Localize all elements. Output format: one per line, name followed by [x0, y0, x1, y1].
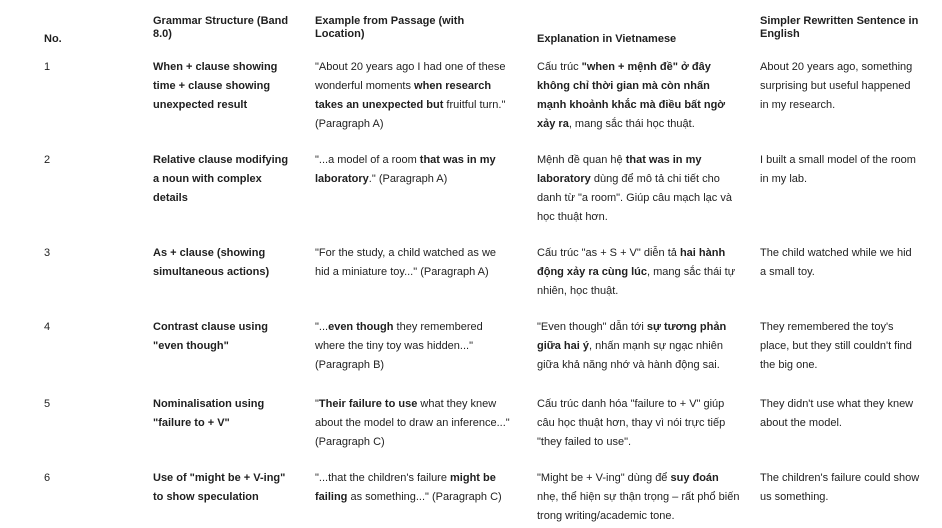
vietnamese-explanation	[537, 395, 742, 452]
grammar-structure: Use of "might be + V-ing" to show speculation	[153, 472, 286, 503]
example-text: they remembered where the tiny toy was hidden..." (Paragraph B)	[315, 321, 483, 371]
header-no: No.	[44, 33, 62, 45]
explanation-text: Mệnh đề quan hệ	[537, 154, 626, 166]
grammar-structure: Contrast clause using "even though"	[153, 321, 268, 352]
example-text: "	[315, 398, 319, 410]
example-text: "...	[315, 321, 329, 333]
example-highlight: that was in my laboratory	[315, 154, 496, 185]
simpler-sentence: About 20 years ago, something surprising but useful happened in my research.	[760, 61, 913, 111]
explanation-highlight: sự tương phản giữa hai ý	[537, 321, 727, 352]
example-highlight: might be failing	[315, 472, 496, 503]
grammar-structure: Relative clause modifying a noun with complex details	[153, 154, 289, 204]
simpler-sentence: The children's failure could show us something.	[760, 472, 920, 503]
example-text: as something..." (Paragraph C)	[347, 491, 502, 503]
explanation-highlight: "when + mệnh đề" ở đây không chỉ thời gian mà còn nhấn mạnh khoảnh khắc mà điều bất ngờ xảy ra	[537, 61, 726, 130]
example-text: ." (Paragraph A)	[368, 173, 448, 185]
example-text: "For the study, a child watched as we hid a miniature toy..." (Paragraph A)	[315, 247, 497, 278]
simpler-sentence: They remembered the toy's place, but they still couldn't find the big one.	[760, 321, 912, 371]
passage-example	[315, 395, 510, 452]
explanation-highlight: suy đoán	[670, 472, 719, 484]
explanation-text: Cấu trúc "as + S + V" diễn tả	[537, 247, 680, 259]
explanation-text: , mang sắc thái học thuật.	[568, 118, 695, 130]
vietnamese-explanation	[537, 469, 742, 526]
explanation-highlight: hai hành động xảy ra cùng lúc	[537, 247, 726, 278]
example-text: "...a model of a room	[315, 154, 420, 166]
passage-example	[315, 244, 510, 282]
row-number: 3	[44, 247, 51, 259]
vietnamese-explanation	[537, 244, 742, 301]
passage-example	[315, 151, 510, 189]
simpler-sentence: They didn't use what they knew about the model.	[760, 398, 914, 429]
example-text: what they knew about the model to draw an inference..." (Paragraph C)	[315, 398, 510, 448]
example-text: "...that the children's failure	[315, 472, 451, 484]
header-example: Example from Passage (with Location)	[315, 15, 465, 40]
grammar-structure: Nominalisation using "failure to + V"	[153, 398, 265, 429]
header-explanation: Explanation in Vietnamese	[537, 33, 677, 45]
explanation-highlight: that was in my laboratory	[537, 154, 702, 185]
passage-example	[315, 58, 510, 134]
vietnamese-explanation	[537, 151, 742, 227]
explanation-text: nhẹ, thể hiện sự thận trọng – rất phổ biến trong writing/academic tone.	[537, 491, 740, 522]
example-highlight: when research takes an unexpected but	[315, 80, 492, 111]
explanation-text: Cấu trúc danh hóa "failure to + V" giúp câu học thuật hơn, thay vì nói trực tiếp "they failed to use".	[537, 398, 726, 448]
explanation-text: Cấu trúc	[537, 61, 582, 73]
passage-example	[315, 469, 510, 507]
row-number: 2	[44, 154, 51, 166]
row-number: 1	[44, 61, 51, 73]
example-highlight: even though	[328, 321, 394, 333]
explanation-text: dùng để mô tả chi tiết cho danh từ "a room". Giúp câu mạch lạc và học thuật hơn.	[537, 173, 732, 223]
simpler-sentence: The child watched while we hid a small toy.	[760, 247, 912, 278]
explanation-text: "Might be + V-ing" dùng để	[537, 472, 671, 484]
grammar-structure: As + clause (showing simultaneous actions)	[153, 247, 270, 278]
row-number: 4	[44, 321, 51, 333]
grammar-structure: When + clause showing time + clause showing unexpected result	[153, 61, 278, 111]
example-highlight: Their failure to use	[318, 398, 418, 410]
header-grammar: Grammar Structure (Band 8.0)	[153, 15, 289, 40]
explanation-text: "Even though" dẫn tới	[537, 321, 647, 333]
row-number: 6	[44, 472, 51, 484]
example-text: "About 20 years ago I had one of these wonderful moments	[315, 61, 506, 92]
vietnamese-explanation	[537, 318, 742, 375]
header-simpler: Simpler Rewritten Sentence in English	[760, 15, 919, 40]
example-text: fruitful turn." (Paragraph A)	[315, 99, 506, 130]
passage-example	[315, 318, 510, 375]
explanation-text: , nhấn mạnh sự ngạc nhiên giữa khả năng nhớ và hành động sai.	[537, 340, 723, 371]
vietnamese-explanation	[537, 58, 742, 134]
simpler-sentence: I built a small model of the room in my lab.	[760, 154, 916, 185]
row-number: 5	[44, 398, 51, 410]
explanation-text: , mang sắc thái tự nhiên, học thuật.	[537, 266, 736, 297]
